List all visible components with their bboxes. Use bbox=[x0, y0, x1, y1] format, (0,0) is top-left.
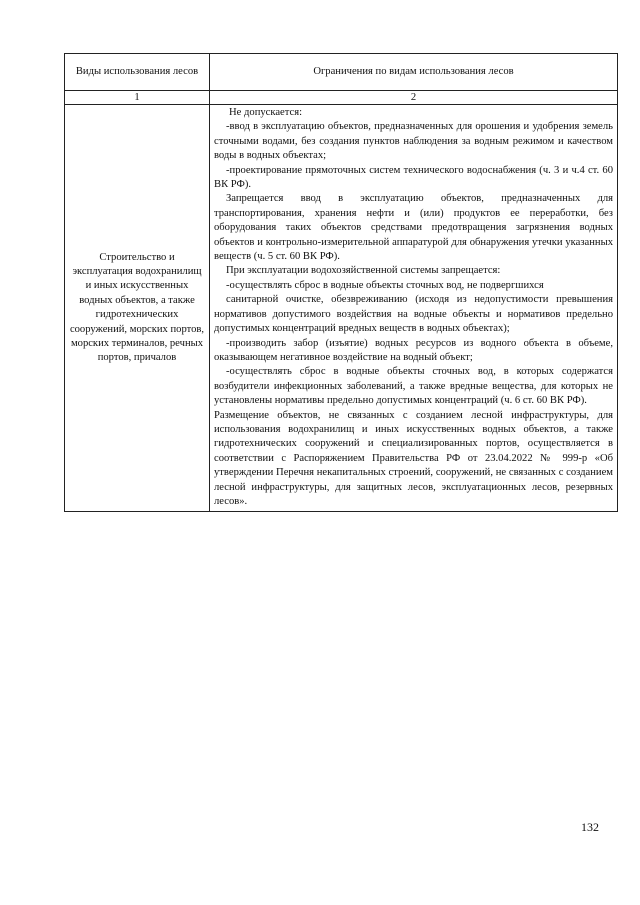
page-number: 132 bbox=[581, 820, 599, 834]
column-number-1: 1 bbox=[65, 91, 210, 105]
restriction-paragraph: Запрещается ввод в эксплуатацию объектов, предназначенных для транспортирования, хранения нефти и (или) продуктов ее переработки, без оборудования таких объектов средствами предотвращения загрязнения водных объектов и контрольно-измерительной аппаратурой для обнаружения утечки указанных веществ (ч. 5 ст. 60 ВК РФ). bbox=[214, 193, 613, 263]
table-header-row bbox=[65, 54, 618, 91]
table-row bbox=[65, 105, 618, 512]
restriction-paragraph: Не допускается: bbox=[229, 107, 303, 118]
restriction-paragraph: -производить забор (изъятие) водных ресурсов из водного объекта в объеме, оказывающем негативное воздействие на водный объект; bbox=[214, 337, 613, 363]
restrictions-table bbox=[64, 53, 618, 512]
header-forest-use-types: Виды использования лесов bbox=[65, 54, 210, 91]
column-number-row bbox=[65, 91, 618, 105]
restriction-paragraph: -ввод в эксплуатацию объектов, предназначенных для орошения и удобрения земель сточными водами, без создания пунктов наблюдения за водным режимом и качеством воды в водных объектах; bbox=[214, 121, 613, 162]
restriction-paragraph: санитарной очистке, обезвреживанию (исходя из недопустимости превышения нормативов допустимого воздействия на водные объекты и нормативов предельно допустимых концентраций вредных веществ в водных объектах); bbox=[214, 294, 613, 335]
restriction-paragraph: -осуществлять сброс в водные объекты сточных вод, в которых содержатся возбудители инфекционных заболеваний, а также вредные вещества, для которых не установлены нормативы предельно допустимых концентраций (ч. 6 ст. 60 ВК РФ). bbox=[214, 366, 613, 407]
column-number-2: 2 bbox=[210, 91, 618, 105]
restriction-paragraph: -проектирование прямоточных систем технического водоснабжения (ч. 3 и ч.4 ст. 60 ВК РФ). bbox=[214, 164, 613, 191]
restriction-paragraph: Размещение объектов, не связанных с созданием лесной инфраструктуры, для использования водохранилищ и иных искусственных водных объектов, а также гидротехнических сооружений и специализированных портов, осуществляется в соответствии с Распоряжением Правительства РФ от 23.04.2022 № 999-р «Об утверждении Перечня некапитальных строений, сооружений, не связанных с созданием лесной инфраструктуры, для защитных лесов, эксплуатационных лесов, резервных лесов». bbox=[214, 409, 613, 507]
restriction-paragraph: При эксплуатации водохозяйственной системы запрещается: bbox=[226, 265, 501, 277]
header-restrictions: Ограничения по видам использования лесов bbox=[210, 54, 618, 91]
restriction-paragraph: -осуществлять сброс в водные объекты сточных вод, не подвергшихся bbox=[226, 279, 544, 291]
use-type-cell: Строительство и эксплуатация водохранилищ и иных искусственных водных объектов, а также гидротехнических сооружений, морских портов, морских терминалов, речных портов, причалов bbox=[65, 105, 210, 512]
restrictions-cell bbox=[210, 105, 618, 512]
